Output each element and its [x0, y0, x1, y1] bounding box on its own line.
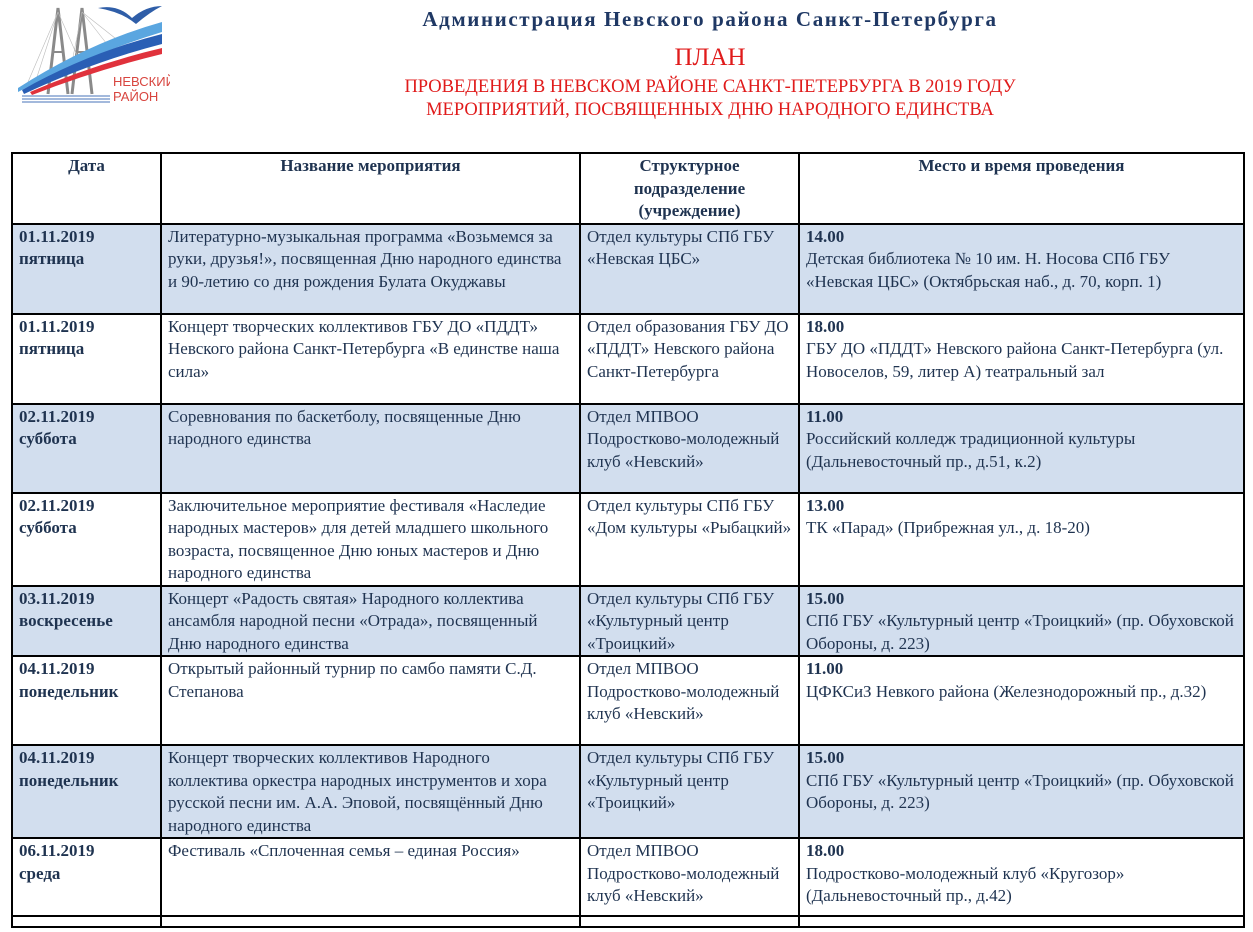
event-time: 13.00 — [806, 495, 845, 515]
event-place: ГБУ ДО «ПДДТ» Невского района Санкт-Петербурга (ул. Новоселов, 59, литер А) театральный зал — [806, 339, 1224, 381]
table-row — [12, 493, 1244, 586]
event-weekday: суббота — [19, 518, 77, 537]
event-date: 02.11.2019 — [19, 495, 95, 515]
event-time: 18.00 — [806, 841, 845, 860]
plan-title: ПЛАН — [674, 44, 746, 71]
event-date: 01.11.2019 — [19, 316, 95, 336]
bridge-logo-icon — [10, 2, 170, 106]
unit-cell: Отдел МПВОО Подростково-молодежный клуб «Невский» — [580, 656, 799, 745]
event-name-cell: Открытый районный турнир по самбо памяти С.Д. Степанова — [161, 656, 580, 745]
table-row — [12, 404, 1244, 493]
event-time: 15.00 — [806, 588, 845, 608]
table-row — [12, 838, 1244, 927]
column-header-event: Название мероприятия — [161, 153, 580, 224]
event-name-cell: Заключительное мероприятие фестиваля «Наследие народных мастеров» для детей младшего школьного возраста, посвященное Дню юных мастеров и Дню народного единства — [161, 493, 580, 586]
logo-text-rayon: РАЙОН — [113, 89, 159, 104]
event-weekday: пятница — [19, 249, 85, 268]
place-time-cell — [799, 224, 1244, 314]
table-row — [12, 745, 1244, 838]
event-weekday: понедельник — [19, 770, 119, 790]
table-row — [12, 586, 1244, 657]
date-cell — [12, 314, 161, 404]
event-place: СПб ГБУ «Культурный центр «Троицкий» (пр. Обуховской Обороны, д. 223) — [806, 770, 1234, 812]
event-time: 11.00 — [806, 406, 844, 426]
place-time-cell — [799, 493, 1244, 586]
event-date: 01.11.2019 — [19, 226, 95, 246]
event-weekday: пятница — [19, 339, 85, 358]
event-time: 15.00 — [806, 748, 845, 767]
event-date: 06.11.2019 — [19, 841, 95, 860]
column-header-date: Дата — [12, 153, 161, 224]
plan-subtitle — [360, 76, 1060, 122]
event-place: Подростково-молодежный клуб «Кругозор» (Дальневосточный пр., д.42) — [806, 863, 1125, 905]
event-name-cell: Фестиваль «Сплоченная семья – единая Россия» — [161, 838, 580, 927]
event-date: 02.11.2019 — [19, 406, 95, 426]
event-name-cell: Литературно-музыкальная программа «Возьмемся за руки, друзья!», посвященная Дню народного единства и 90-летию со дня рождения Булата Окуджавы — [161, 224, 580, 314]
date-cell — [12, 404, 161, 493]
date-cell — [12, 224, 161, 314]
column-header-place: Место и время проведения — [799, 153, 1244, 224]
place-time-cell — [799, 314, 1244, 404]
unit-cell: Отдел культуры СПб ГБУ «Невская ЦБС» — [580, 224, 799, 314]
table-row — [12, 656, 1244, 745]
event-date: 03.11.2019 — [19, 588, 95, 608]
event-time: 18.00 — [806, 316, 845, 336]
plan-subtitle-line-2: МЕРОПРИЯТИЙ, ПОСВЯЩЕННЫХ ДНЮ НАРОДНОГО ЕДИНСТВА — [426, 100, 994, 120]
event-place: СПб ГБУ «Культурный центр «Троицкий» (пр. Обуховской Обороны, д. 223) — [806, 611, 1234, 653]
event-place: Детская библиотека № 10 им. Н. Носова СПб ГБУ «Невская ЦБС» (Октябрьская наб., д. 70, корп. 1) — [806, 249, 1170, 291]
place-time-cell — [799, 745, 1244, 838]
unit-cell: Отдел культуры СПб ГБУ «Культурный центр «Троицкий» — [580, 745, 799, 838]
unit-cell: Отдел МПВОО Подростково-молодежный клуб «Невский» — [580, 404, 799, 493]
event-place: Российский колледж традиционной культуры (Дальневосточный пр., д.51, к.2) — [806, 429, 1136, 471]
nevsky-district-logo — [10, 2, 170, 106]
event-time: 14.00 — [806, 226, 845, 246]
unit-cell: Отдел МПВОО Подростково-молодежный клуб «Невский» — [580, 838, 799, 927]
table-row — [12, 224, 1244, 314]
date-cell — [12, 656, 161, 745]
event-date: 04.11.2019 — [19, 659, 95, 678]
event-place: ЦФКСиЗ Невкого района (Железнодорожный пр., д.32) — [806, 681, 1207, 701]
event-time: 11.00 — [806, 659, 844, 678]
event-weekday: воскресенье — [19, 611, 113, 630]
date-cell — [12, 586, 161, 657]
event-name-cell: Концерт «Радость святая» Народного коллектива ансамбля народной песни «Отрада», посвященный Дню народного единства — [161, 586, 580, 657]
unit-cell: Отдел образования ГБУ ДО «ПДДТ» Невского района Санкт-Петербурга — [580, 314, 799, 404]
unit-cell: Отдел культуры СПб ГБУ «Дом культуры «Рыбацкий» — [580, 493, 799, 586]
event-name-cell: Концерт творческих коллективов Народного коллектива оркестра народных инструментов и хора русской песни им. А.А. Эповой, посвящённый Дню народного единства — [161, 745, 580, 838]
date-cell — [12, 745, 161, 838]
place-time-cell — [799, 586, 1244, 657]
event-weekday: суббота — [19, 429, 77, 448]
events-table — [11, 152, 1245, 928]
event-date: 04.11.2019 — [19, 748, 95, 767]
table-row — [12, 314, 1244, 404]
place-time-cell — [799, 838, 1244, 927]
event-name-cell: Концерт творческих коллективов ГБУ ДО «ПДДТ» Невского района Санкт-Петербурга «В единстве наша сила» — [161, 314, 580, 404]
place-time-cell — [799, 404, 1244, 493]
organization-title: Администрация Невского района Санкт-Петербурга — [422, 7, 998, 31]
place-time-cell — [799, 656, 1244, 745]
date-cell — [12, 493, 161, 586]
unit-cell: Отдел культуры СПб ГБУ «Культурный центр «Троицкий» — [580, 586, 799, 657]
table-bottom-border — [11, 915, 1243, 917]
date-cell — [12, 838, 161, 927]
table-header-row — [12, 153, 1244, 224]
event-name-cell: Соревнования по баскетболу, посвященные Дню народного единства — [161, 404, 580, 493]
event-weekday: среда — [19, 863, 61, 883]
plan-subtitle-line-1: ПРОВЕДЕНИЯ В НЕВСКОМ РАЙОНЕ САНКТ-ПЕТЕРБУРГА В 2019 ГОДУ — [404, 77, 1016, 97]
column-header-unit: Структурное подразделение (учреждение) — [580, 153, 799, 224]
event-weekday: понедельник — [19, 681, 119, 701]
logo-text-nevsky: НЕВСКИЙ — [113, 74, 170, 89]
event-place: ТК «Парад» (Прибрежная ул., д. 18-20) — [806, 518, 1090, 537]
